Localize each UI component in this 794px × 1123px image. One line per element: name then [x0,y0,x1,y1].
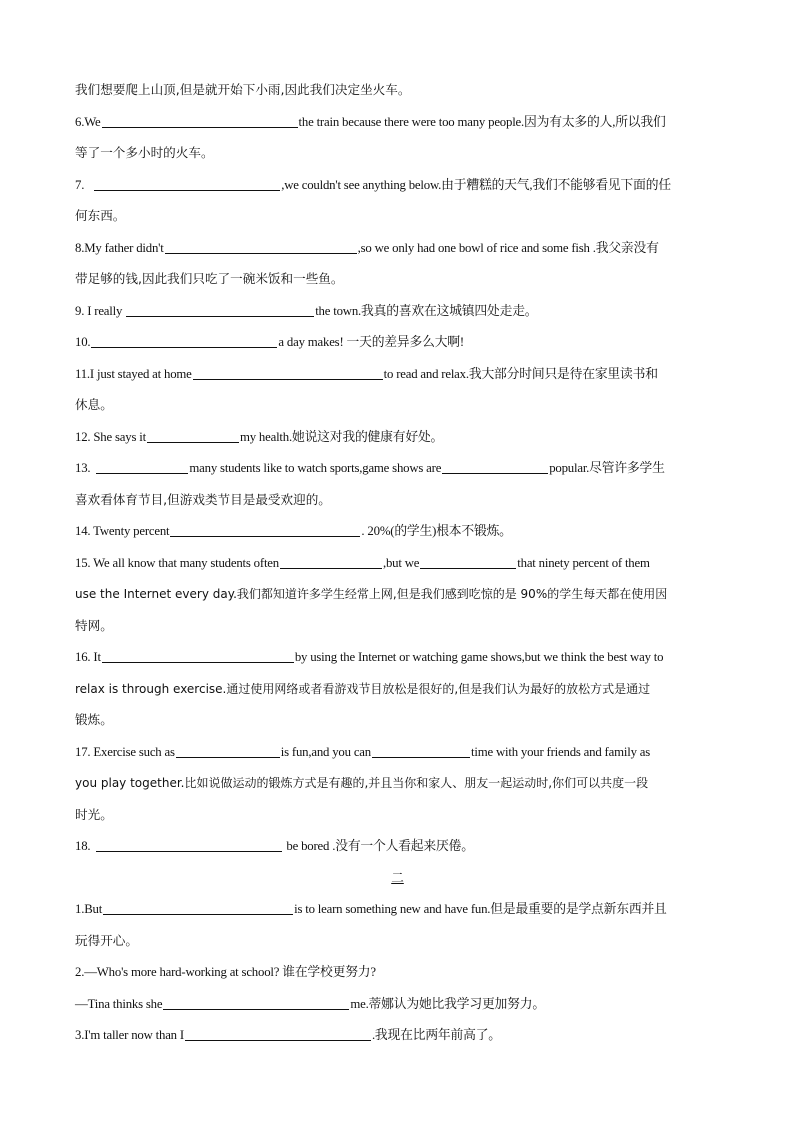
question-text: 7. [75,177,85,192]
question-text: is fun,and you can [280,744,371,759]
text-line [75,805,720,837]
answer-blank[interactable] [94,175,280,191]
line-text: 我们想要爬上山顶,但是就开始下小雨,因此我们决定坐火车。 [75,82,411,97]
question-text: to read and relax.我大部分时间只是待在家里读书和 [383,366,658,381]
line-text: 等了一个多小时的火车。 [75,145,214,160]
line-text: relax is through exercise.通过使用网络或者看游戏节目放松是很好的,但是我们认为最好的放松方式是通过 [75,681,651,696]
answer-blank[interactable] [147,427,239,443]
question-11 [75,364,720,396]
question-text: 11.I just stayed at home [75,366,192,381]
text-line [75,490,720,522]
question-17 [75,742,720,774]
text-line [75,269,720,301]
text-line [75,616,720,648]
line-text: 带足够的钱,因此我们只吃了一碗米饭和一些鱼。 [75,271,344,286]
question-text: the train because there were too many people.因为有太多的人,所以我们 [298,114,666,129]
question-text: me.蒂娜认为她比我学习更加努力。 [350,996,545,1011]
question-text: 9. I really [75,303,123,318]
answer-blank[interactable] [91,332,277,348]
question-text: my health.她说这对我的健康有好处。 [239,429,444,444]
answer-blank[interactable] [96,836,282,852]
question-6 [75,112,720,144]
line-text: 休息。 [75,397,113,412]
answer-blank[interactable] [442,458,548,474]
text-line [75,80,720,112]
question-10 [75,332,720,364]
question-text: time with your friends and family as [471,744,651,759]
text-line [75,679,720,711]
question-text: 6.We [75,114,101,129]
question-2-2 [75,962,720,994]
answer-blank[interactable] [103,899,293,915]
text-line [75,395,720,427]
question-2-1 [75,899,720,931]
line-text: 玩得开心。 [75,932,138,948]
question-text: that ninety percent of them [517,555,650,570]
line-text: use the Internet every day.我们都知道许多学生经常上网,但是我们感到吃惊的是 90%的学生每天都在使用因 [75,587,668,601]
section-heading [75,868,720,900]
question-2-2-answer [75,994,720,1026]
question-text: the town.我真的喜欢在这城镇四处走走。 [315,303,538,318]
line-text: 喜欢看体育节目,但游戏类节目是最受欢迎的。 [75,491,331,507]
line-text: 特网。 [75,617,113,633]
question-text: 15. We all know that many students often [75,555,279,570]
answer-blank[interactable] [96,458,188,474]
answer-blank[interactable] [185,1025,371,1041]
question-2-3 [75,1025,720,1057]
question-14 [75,521,720,553]
question-text: by using the Internet or watching game shows,but we think the best way to [294,650,664,664]
answer-blank[interactable] [163,994,349,1010]
question-9 [75,301,720,333]
answer-blank[interactable] [170,521,360,537]
question-text: —Tina thinks she [75,996,163,1011]
question-text: be bored .没有一个人看起来厌倦。 [286,839,474,853]
answer-blank[interactable] [420,553,516,569]
question-text: ,we couldn't see anything below.由于糟糕的天气,我们不能够看见下面的任 [281,177,671,192]
question-12 [75,427,720,459]
question-text: 12. She says it [75,429,146,444]
question-16 [75,647,720,679]
text-line [75,206,720,238]
question-text: many students like to watch sports,game shows are [189,461,442,475]
line-text: 锻炼。 [75,712,113,727]
line-text: 何东西。 [75,208,126,223]
line-text: you play together.比如说做运动的锻炼方式是有趣的,并且当你和家人、朋友一起运动时,你们可以共度一段 [75,776,649,790]
question-8 [75,238,720,270]
question-text: 8.My father didn't [75,240,164,255]
text-line [75,773,720,805]
question-13 [75,458,720,490]
answer-blank[interactable] [102,647,294,663]
question-text: 10. [75,335,91,349]
question-text: 14. Twenty percent [75,524,170,538]
question-text: .我现在比两年前高了。 [371,1028,501,1042]
text-line [75,710,720,742]
answer-blank[interactable] [372,742,470,758]
question-text: 13. [75,461,91,475]
question-text: 18. [75,839,91,853]
section-title: 二 [391,869,404,885]
text-line [75,584,720,616]
question-text: 3.I'm taller now than I [75,1028,184,1042]
question-7 [75,175,720,207]
question-18 [75,836,720,868]
answer-blank[interactable] [165,238,357,254]
question-text: 1.But [75,902,103,916]
question-15 [75,553,720,585]
answer-blank[interactable] [176,742,280,758]
answer-blank[interactable] [280,553,382,569]
text-line [75,931,720,963]
question-text: 17. Exercise such as [75,744,175,759]
answer-blank[interactable] [102,112,298,128]
question-text: popular.尽管许多学生 [549,461,665,475]
question-text: . 20%(的学生)根本不锻炼。 [361,524,512,538]
document-page [75,80,720,1057]
question-text: ,so we only had one bowl of rice and some fish .我父亲没有 [357,240,659,255]
question-text: 16. It [75,650,101,664]
question-text: is to learn something new and have fun.但是最重要的是学点新东西并且 [294,902,667,916]
line-text: 时光。 [75,806,113,822]
answer-blank[interactable] [126,301,314,317]
question-text: 2.—Who's more hard-working at school? 谁在学校更努力? [75,965,376,979]
text-line [75,143,720,175]
answer-blank[interactable] [193,364,383,380]
question-text: ,but we [382,555,420,570]
question-text: a day makes! 一天的差异多么大啊! [278,335,464,349]
